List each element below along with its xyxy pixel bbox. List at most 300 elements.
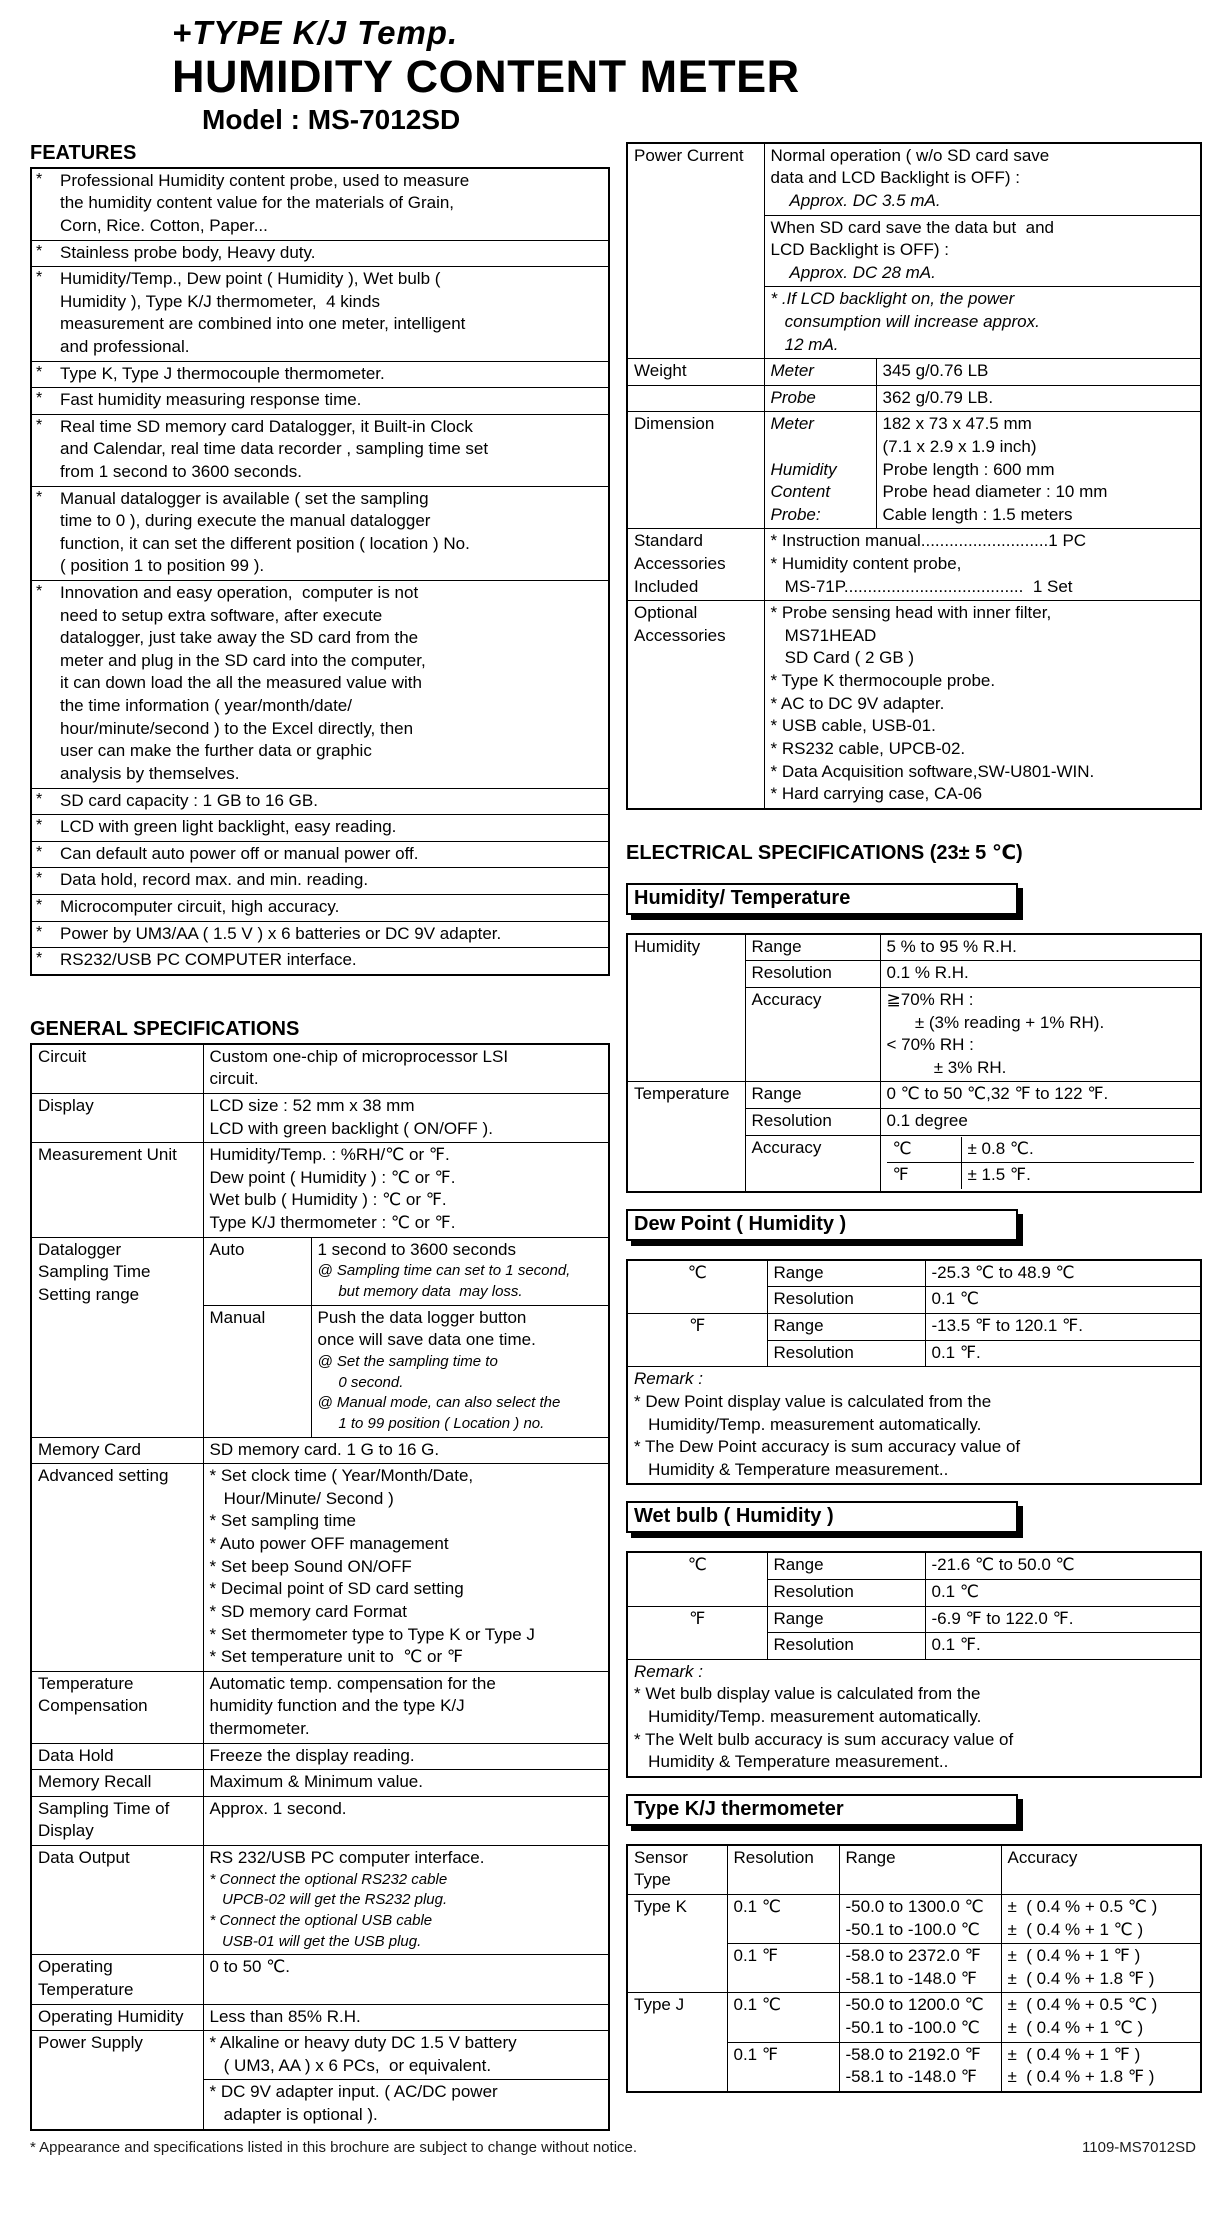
cell-value: [764, 215, 1201, 287]
cell-resolution: 0.1 ℉: [727, 1944, 839, 1993]
cell-label: Range: [745, 1082, 880, 1109]
cell-value: 5 % to 95 % R.H.: [880, 934, 1201, 961]
cell-value: [203, 1044, 609, 1094]
cell-label: Advanced setting: [31, 1464, 203, 1671]
text-line: ± ( 0.4 % + 0.5 ℃ ): [1007, 1995, 1158, 2015]
bullet: *: [36, 390, 43, 408]
cell-sensor-type: Type J: [627, 1993, 727, 2092]
remark-label: Remark :: [634, 1661, 703, 1681]
cell-label: Accuracy: [745, 987, 880, 1081]
cell-label: Display: [31, 1094, 203, 1143]
text-line: Cable length : 1.5 meters: [882, 504, 1073, 524]
text-line: * AC to DC 9V adapter.: [770, 693, 945, 713]
value-text: [771, 145, 1195, 190]
table-row: [31, 1743, 609, 1770]
cell-sublabel: Manual: [203, 1305, 311, 1437]
text-line: Humidity: [770, 459, 837, 479]
bullet: *: [36, 817, 43, 835]
feature-item: [32, 414, 608, 486]
text-line: Fast humidity measuring response time.: [60, 390, 362, 410]
table-row: [627, 385, 1201, 412]
cell-value: ± 1.5 ℉.: [961, 1163, 1194, 1189]
bullet: *: [36, 790, 43, 808]
cell-label: Standard Accessories Included: [627, 529, 764, 601]
value-note: Approx. DC 28 mA.: [770, 262, 936, 282]
cell-value: [880, 1135, 1201, 1192]
table-row: [627, 1260, 1201, 1287]
table-row: [627, 1314, 1201, 1341]
bullet: *: [36, 843, 43, 861]
two-column-layout: [30, 142, 1196, 2131]
cell-label: Sampling Time of Display: [31, 1796, 203, 1845]
cell-label: Resolution: [767, 1579, 925, 1606]
text-line: -50.1 to -100.0 ℃: [845, 1919, 980, 1939]
text-line: Probe:: [770, 504, 821, 524]
bullet: *: [36, 923, 43, 941]
cell-unit: ℃: [887, 1137, 962, 1163]
cell-sublabel: Auto: [203, 1237, 311, 1305]
feature-item: [32, 240, 608, 267]
table-row: [31, 2004, 609, 2031]
cell-value: 0.1 ℃: [925, 1579, 1201, 1606]
cell-group: Humidity: [627, 934, 745, 1082]
bullet: *: [36, 363, 43, 381]
text-line: * The Dew Point accuracy is sum accuracy value of: [634, 1437, 1021, 1457]
table-row: [31, 1237, 609, 1305]
general-specs-heading: GENERAL SPECIFICATIONS: [30, 1017, 300, 1040]
value-text: 1 second to 3600 seconds: [317, 1239, 516, 1259]
cell-label: Power Current: [627, 143, 764, 359]
humidity-temperature-heading: Humidity/ Temperature: [626, 883, 1018, 915]
column-header: Sensor Type: [627, 1845, 727, 1895]
cell-label: Range: [745, 934, 880, 961]
value-text: [771, 217, 1195, 262]
text-line: USB-01 will get the USB plug.: [209, 1932, 422, 1950]
text-line: once will save data one time.: [317, 1330, 536, 1350]
text-line: Content: [770, 482, 831, 502]
bullet: *: [36, 170, 43, 188]
text-line: 0 second.: [317, 1373, 404, 1391]
text-line: (7.1 x 2.9 x 1.9 inch): [882, 437, 1037, 456]
text-line: Normal operation ( w/o SD card save: [770, 145, 1050, 165]
value-note: [318, 1352, 603, 1435]
text-line: the time information ( year/month/date/: [60, 696, 352, 716]
text-line: datalogger, just take away the SD card from the: [60, 628, 419, 648]
text-line: Can default auto power off or manual power off.: [60, 843, 419, 863]
text-line: @ Sampling time can set to 1 second,: [317, 1262, 571, 1280]
text-line: LCD Backlight is OFF) :: [770, 240, 950, 260]
remark-cell: [627, 1367, 1201, 1485]
type-kj-table: [626, 1844, 1202, 2093]
cell-value: Approx. 1 second.: [203, 1796, 609, 1845]
cell-value: -25.3 ℃ to 48.9 ℃: [925, 1260, 1201, 1287]
bullet: *: [36, 583, 43, 601]
accuracy-subtable: [887, 1137, 1195, 1189]
table-row: [627, 143, 1201, 215]
table-row: [31, 1464, 609, 1671]
model-number: Model : MS-7012SD: [202, 103, 461, 135]
cell-value: Freeze the display reading.: [203, 1743, 609, 1770]
cell-unit: ℉: [627, 1606, 767, 1659]
text-line: -58.1 to -148.0 ℉: [845, 1968, 977, 1988]
text-line: < 70% RH :: [886, 1035, 974, 1055]
text-line: but memory data may loss.: [317, 1282, 523, 1300]
text-line: -58.1 to -148.0 ℉: [845, 2067, 977, 2087]
text-line: -50.0 to 1200.0 ℃: [845, 1995, 984, 2015]
table-row: [31, 1094, 609, 1143]
cell-accuracy: [1001, 1993, 1201, 2042]
wet-bulb-heading: Wet bulb ( Humidity ): [626, 1501, 1018, 1533]
text-line: Humidity/Temp. measurement automatically.: [634, 1414, 982, 1434]
text-line: 12 mA.: [770, 334, 839, 354]
feature-text: [60, 242, 604, 265]
text-line: * Type K thermocouple probe.: [770, 671, 996, 691]
table-row: [887, 1163, 1195, 1189]
feature-item: [32, 387, 608, 414]
feature-text: [60, 416, 604, 484]
cell-accuracy: [1001, 1944, 1201, 1993]
text-line: * Instruction manual...........................1 PC: [770, 531, 1087, 551]
cell-value: -6.9 ℉ to 122.0 ℉.: [925, 1606, 1201, 1633]
cell-unit: ℃: [627, 1552, 767, 1606]
text-line: ± ( 0.4 % + 0.5 ℃ ): [1007, 1897, 1158, 1917]
text-line: Manual datalogger is available ( set the sampling: [60, 488, 429, 508]
feature-item: [32, 841, 608, 868]
text-line: function, it can set the different position ( location ) No.: [60, 533, 470, 553]
text-line: * Auto power OFF management: [209, 1534, 449, 1554]
cell-label: Datalogger Sampling Time Setting range: [31, 1237, 203, 1437]
cell-value: [764, 601, 1201, 809]
cell-label: Weight: [627, 359, 764, 386]
text-line: Automatic temp. compensation for the: [209, 1673, 496, 1693]
cell-label: Accuracy: [745, 1135, 880, 1192]
footer-note: * Appearance and specifications listed in this brochure are subject to change without notice.: [30, 2138, 638, 2156]
text-line: * The Welt bulb accuracy is sum accuracy value of: [634, 1729, 1014, 1749]
text-line: LCD with green light backlight, easy reading.: [60, 817, 397, 837]
text-line: LCD size : 52 mm x 38 mm: [209, 1096, 415, 1116]
bullet: *: [36, 488, 43, 506]
text-line: * Wet bulb display value is calculated from the: [634, 1684, 981, 1704]
column-header: Resolution: [727, 1845, 839, 1895]
cell-value: [203, 1845, 609, 1954]
electrical-specs-heading: ELECTRICAL SPECIFICATIONS (23± 5 ℃): [626, 841, 1023, 864]
cell-value: SD memory card. 1 G to 16 G.: [203, 1437, 609, 1464]
cell-value: 0.1 ℃: [925, 1287, 1201, 1314]
table-row: [31, 1845, 609, 1954]
cell-unit: ℉: [627, 1314, 767, 1367]
text-line: * Probe sensing head with inner filter,: [770, 603, 1052, 623]
text-line: * Set thermometer type to Type K or Type J: [209, 1624, 535, 1644]
column-header: Accuracy: [1001, 1845, 1201, 1895]
table-row: [31, 1770, 609, 1797]
text-line: Humidity & Temperature measurement..: [634, 1752, 949, 1772]
cell-value: 0.1 % R.H.: [880, 961, 1201, 988]
cell-resolution: 0.1 ℃: [727, 1993, 839, 2042]
feature-text: [60, 488, 604, 578]
cell-value: 0 ℃ to 50 ℃,32 ℉ to 122 ℉.: [880, 1082, 1201, 1109]
remark-text: [634, 1683, 1194, 1773]
text-line: SD card capacity : 1 GB to 16 GB.: [60, 790, 318, 810]
text-line: hour/minute/second ) to the Excel directly, then: [60, 718, 414, 738]
cell-value: [311, 1237, 609, 1305]
cell-value: -13.5 ℉ to 120.1 ℉.: [925, 1314, 1201, 1341]
cell-accuracy: [1001, 1895, 1201, 1944]
table-row: [31, 1437, 609, 1464]
cell-label: Memory Recall: [31, 1770, 203, 1797]
text-line: * Dew Point display value is calculated from the: [634, 1391, 992, 1411]
text-line: ≧70% RH :: [886, 989, 974, 1009]
cell-label: Resolution: [767, 1287, 925, 1314]
cell-label: Memory Card: [31, 1437, 203, 1464]
cell-value: [203, 1464, 609, 1671]
text-line: ± ( 0.4 % + 1 ℉ ): [1007, 2044, 1141, 2064]
table-row: [31, 1796, 609, 1845]
cell-label: Measurement Unit: [31, 1143, 203, 1237]
feature-text: [60, 170, 604, 238]
text-line: When SD card save the data but and: [770, 217, 1055, 237]
text-line: consumption will increase approx.: [770, 311, 1040, 331]
text-line: thermometer.: [209, 1718, 310, 1738]
text-line: * Data Acquisition software,SW-U801-WIN.: [770, 761, 1095, 781]
text-line: * Set clock time ( Year/Month/Date,: [209, 1466, 474, 1486]
feature-text: [60, 896, 604, 919]
feature-text: [60, 582, 604, 785]
remark-cell: [627, 1659, 1201, 1777]
text-line: humidity function and the type K/J: [209, 1696, 465, 1716]
text-line: ± ( 0.4 % + 1 ℃ ): [1007, 2018, 1144, 2038]
feature-text: [60, 268, 604, 358]
feature-item: [32, 788, 608, 815]
text-line: LCD with green backlight ( ON/OFF ).: [209, 1118, 493, 1138]
document-header: [30, 14, 1196, 136]
text-line: -50.1 to -100.0 ℃: [845, 2018, 980, 2038]
cell-value: [876, 412, 1201, 529]
value-text: [318, 1307, 603, 1352]
feature-text: [60, 363, 604, 386]
text-line: * Humidity content probe,: [770, 554, 962, 574]
cell-value: [203, 2031, 609, 2080]
text-line: * Connect the optional RS232 cable: [209, 1870, 448, 1888]
text-line: ± 3% RH.: [886, 1057, 1007, 1077]
text-line: RS232/USB PC COMPUTER interface.: [60, 950, 357, 970]
cell-value: [203, 1094, 609, 1143]
feature-item: [32, 169, 608, 240]
text-line: need to setup extra software, after execute: [60, 605, 383, 625]
cell-label: Temperature Compensation: [31, 1671, 203, 1743]
cell-range: [839, 1993, 1001, 2042]
bullet: *: [36, 896, 43, 914]
text-line: ± ( 0.4 % + 1 ℉ ): [1007, 1946, 1141, 1966]
text-line: MS71HEAD: [770, 625, 877, 645]
text-line: Innovation and easy operation, computer is not: [60, 583, 419, 603]
feature-text: [60, 923, 604, 946]
left-column: [30, 142, 610, 2131]
cell-value: 362 g/0.79 LB.: [876, 385, 1201, 412]
cell-label: Resolution: [745, 961, 880, 988]
general-specs-table: [30, 1043, 610, 2131]
text-line: -58.0 to 2192.0 ℉: [845, 2044, 981, 2064]
table-row: [627, 1659, 1201, 1777]
cell-sensor-type: Type K: [627, 1895, 727, 1993]
text-line: ± ( 0.4 % + 1.8 ℉ ): [1007, 2067, 1155, 2087]
cell-sublabel: Probe: [764, 385, 876, 412]
text-line: * Set temperature unit to ℃ or ℉: [209, 1647, 464, 1667]
column-header: Range: [839, 1845, 1001, 1895]
text-line: * RS232 cable, UPCB-02.: [770, 738, 966, 758]
cell-range: [839, 2042, 1001, 2092]
text-line: Professional Humidity content probe, used to measure: [60, 170, 470, 190]
text-line: * USB cable, USB-01.: [770, 716, 936, 736]
text-line: Power by UM3/AA ( 1.5 V ) x 6 batteries or DC 9V adapter.: [60, 923, 502, 943]
feature-item: [32, 486, 608, 580]
cell-value: 0.1 degree: [880, 1109, 1201, 1136]
bullet: *: [36, 416, 43, 434]
value-note: [318, 1261, 603, 1302]
text-line: Real time SD memory card Datalogger, it Built-in Clock: [60, 416, 473, 436]
text-line: -58.0 to 2372.0 ℉: [845, 1946, 981, 1966]
brand-tagline: +TYPE K/J Temp.: [172, 14, 459, 51]
text-line: Type K, Type J thermocouple thermometer.: [60, 363, 385, 383]
text-line: Humidity/Temp. : %RH/℃ or ℉.: [209, 1145, 450, 1165]
feature-text: [60, 790, 604, 813]
cell-label: Range: [767, 1314, 925, 1341]
feature-item: [32, 361, 608, 388]
doc-title: HUMIDITY CONTENT METER: [172, 51, 800, 102]
cell-resolution: 0.1 ℉: [727, 2042, 839, 2092]
text-line: MS-71P...................................... 1 Set: [770, 576, 1073, 596]
text-line: ± ( 0.4 % + 1 ℃ ): [1007, 1919, 1144, 1939]
text-line: Custom one-chip of microprocessor LSI: [209, 1046, 509, 1066]
cell-group: Temperature: [627, 1082, 745, 1192]
feature-text: [60, 869, 604, 892]
text-line: Humidity ), Type K/J thermometer, 4 kinds: [60, 291, 380, 311]
cell-label: Operating Temperature: [31, 1955, 203, 2004]
cell-label: Power Supply: [31, 2031, 203, 2130]
cell-value: [764, 143, 1201, 215]
text-line: Hour/Minute/ Second ): [209, 1488, 394, 1508]
footer-doc-code: 1109-MS7012SD: [1082, 2138, 1196, 2156]
text-line: * .If LCD backlight on, the power: [770, 289, 1015, 309]
table-row: [627, 934, 1201, 961]
cell-value: 0.1 ℉.: [925, 1633, 1201, 1660]
value-text: RS 232/USB PC computer interface.: [209, 1847, 485, 1867]
text-line: UPCB-02 will get the RS232 plug.: [209, 1891, 448, 1909]
text-line: 1 to 99 position ( Location ) no.: [317, 1414, 545, 1432]
cell-value: 345 g/0.76 LB: [876, 359, 1201, 386]
cell-value: [311, 1305, 609, 1437]
feature-text: [60, 816, 604, 839]
feature-item: [32, 921, 608, 948]
text-line: adapter is optional ).: [209, 2105, 378, 2124]
cell-value: Less than 85% R.H.: [203, 2004, 609, 2031]
wet-bulb-table: [626, 1551, 1202, 1777]
table-row: [627, 1895, 1201, 1944]
cell-label: Resolution: [767, 1633, 925, 1660]
bullet: *: [36, 269, 43, 287]
cell-label: Resolution: [767, 1340, 925, 1367]
table-row: [627, 1367, 1201, 1485]
dew-point-heading: Dew Point ( Humidity ): [626, 1209, 1018, 1241]
text-line: Probe head diameter : 10 mm: [882, 482, 1108, 502]
text-line: Humidity/Temp., Dew point ( Humidity ), Wet bulb (: [60, 269, 441, 289]
feature-text: [60, 949, 604, 972]
table-row: [31, 1143, 609, 1237]
text-line: * Hard carrying case, CA-06: [770, 784, 983, 804]
text-line: * DC 9V adapter input. ( AC/DC power: [209, 2082, 498, 2102]
cell-sublabel: Meter: [764, 359, 876, 386]
table-row: [627, 1082, 1201, 1109]
table-row: [31, 1671, 609, 1743]
text-line: Microcomputer circuit, high accuracy.: [60, 896, 340, 916]
features-heading: FEATURES: [30, 141, 137, 164]
cell-value: [880, 987, 1201, 1081]
feature-item: [32, 580, 608, 787]
text-line: circuit.: [209, 1069, 259, 1089]
page-footer: [30, 2139, 1196, 2156]
text-line: analysis by themselves.: [60, 763, 240, 783]
table-row: [627, 1606, 1201, 1633]
text-line: * SD memory card Format: [209, 1601, 407, 1621]
text-line: @ Manual mode, can also select the: [317, 1394, 561, 1412]
cell-sublabel: [764, 412, 876, 529]
right-column: [626, 142, 1202, 2093]
table-row: [31, 2031, 609, 2080]
text-line: * Connect the optional USB cable: [209, 1911, 433, 1929]
text-line: Stainless probe body, Heavy duty.: [60, 242, 316, 262]
text-line: * Decimal point of SD card setting: [209, 1579, 464, 1599]
text-line: @ Set the sampling time to: [317, 1352, 498, 1370]
text-line: measurement are combined into one meter, intelligent: [60, 314, 466, 334]
feature-item: [32, 814, 608, 841]
cell-label: Operating Humidity: [31, 2004, 203, 2031]
device-specs-table: [626, 142, 1202, 810]
feature-item: [32, 867, 608, 894]
cell-unit: ℃: [627, 1260, 767, 1314]
bullet: *: [36, 950, 43, 968]
text-line: * Set sampling time: [209, 1511, 356, 1531]
humidity-temperature-table: [626, 933, 1202, 1193]
cell-label: Resolution: [745, 1109, 880, 1136]
cell-value: -21.6 ℃ to 50.0 ℃: [925, 1552, 1201, 1579]
text-line: 182 x 73 x 47.5 mm: [882, 414, 1032, 434]
dew-point-table: [626, 1259, 1202, 1485]
text-line: [771, 436, 870, 459]
text-line: * Set beep Sound ON/OFF: [209, 1556, 412, 1576]
table-row: [627, 412, 1201, 529]
text-line: it can down load the all the measured value with: [60, 673, 422, 693]
table-row: [627, 1993, 1201, 2042]
text-line: Meter: [770, 414, 814, 434]
remark-label: Remark :: [634, 1369, 703, 1389]
cell-label: Data Hold: [31, 1743, 203, 1770]
cell-value: [203, 1143, 609, 1237]
text-line: Probe length : 600 mm: [882, 459, 1055, 479]
features-table: [30, 167, 610, 976]
cell-value: 0 to 50 ℃.: [203, 1955, 609, 2004]
cell-value: [203, 2080, 609, 2130]
cell-unit: ℉: [887, 1163, 962, 1189]
text-line: data and LCD Backlight is OFF) :: [770, 168, 1020, 188]
table-row: [627, 1845, 1201, 1895]
text-line: the humidity content value for the materials of Grain,: [60, 193, 455, 213]
text-line: and professional.: [60, 336, 190, 356]
text-line: ± ( 0.4 % + 1.8 ℉ ): [1007, 1968, 1155, 1988]
table-row: [627, 359, 1201, 386]
cell-resolution: 0.1 ℃: [727, 1895, 839, 1944]
cell-value: [764, 529, 1201, 601]
cell-label: Data Output: [31, 1845, 203, 1954]
cell-label: Optional Accessories: [627, 601, 764, 809]
